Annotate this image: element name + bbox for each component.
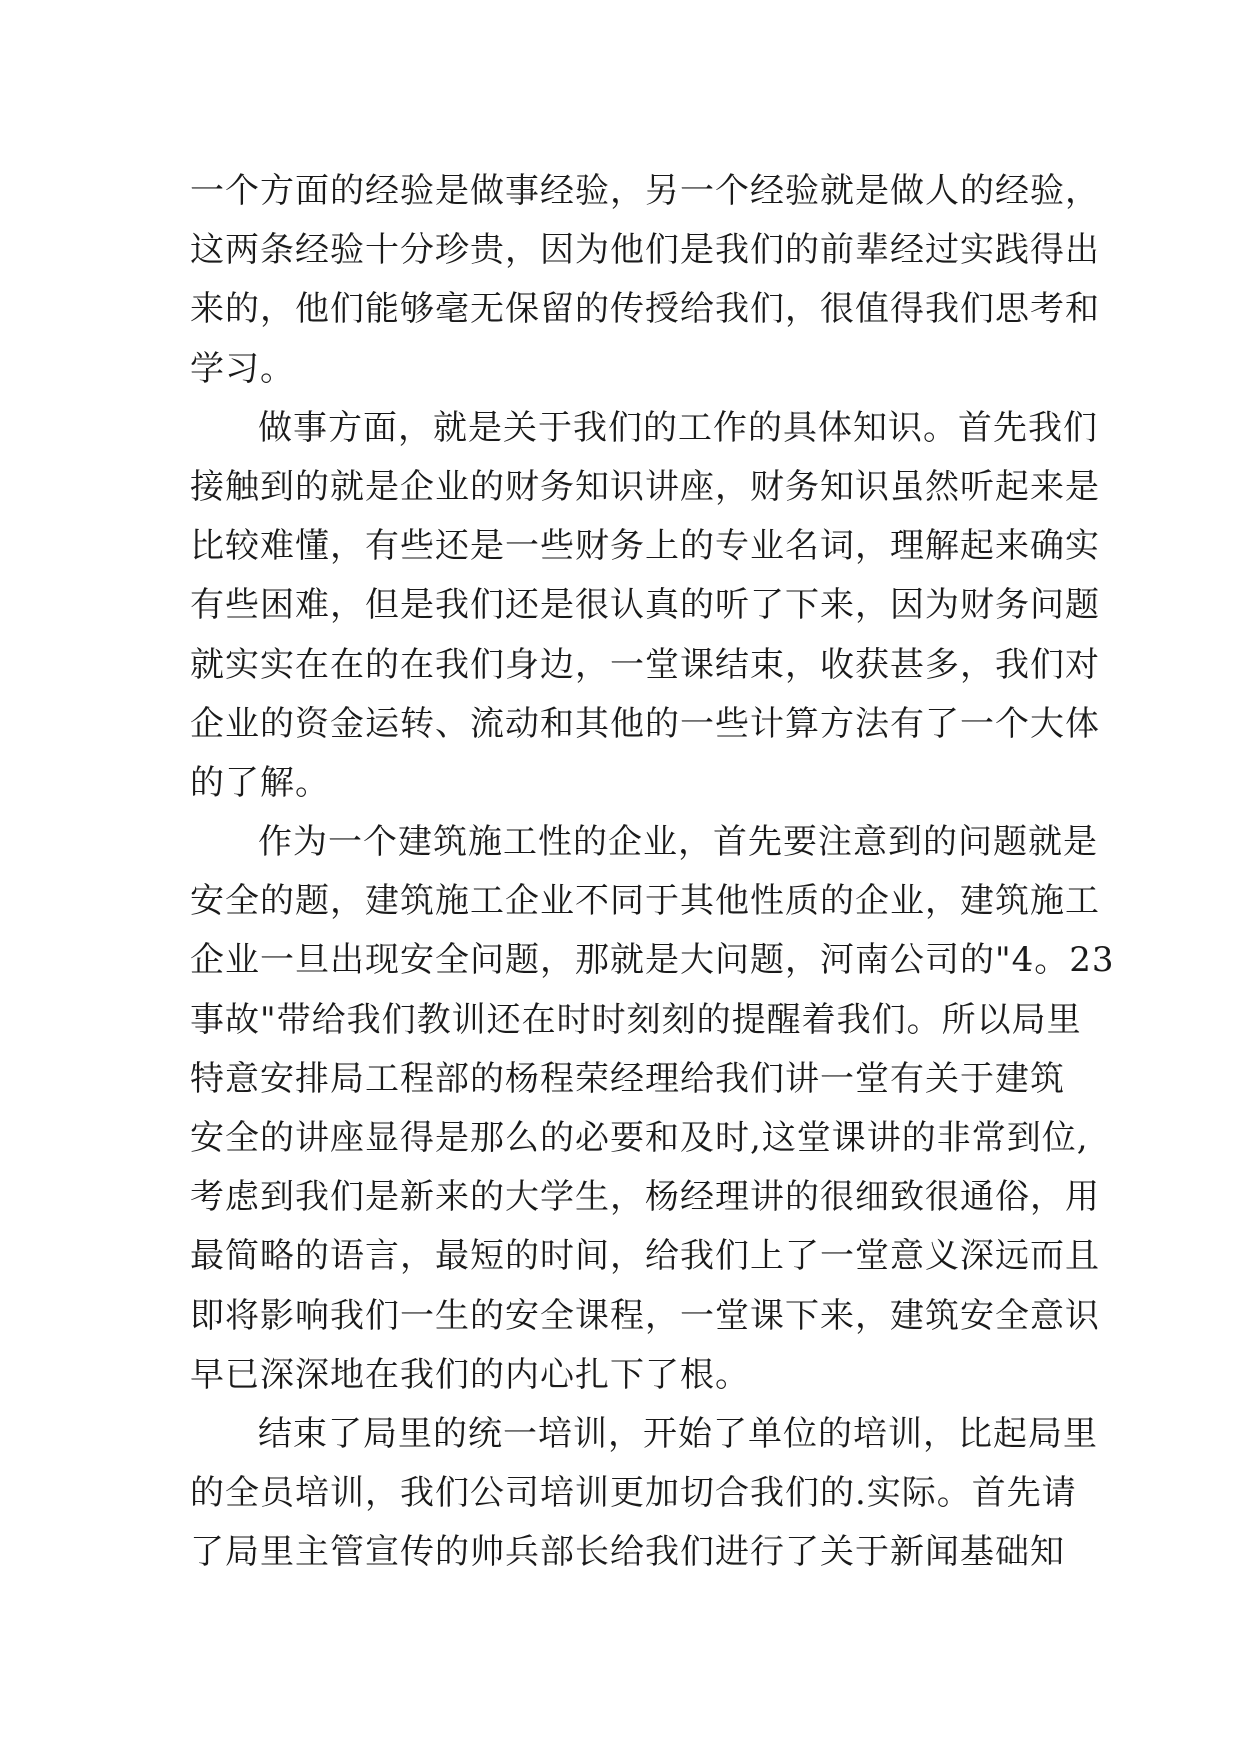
text-line: 安全的讲座显得是那么的必要和及时,这堂课讲的非常到位, [190,1118,1089,1158]
text-line: 的了解。 [190,762,330,803]
text-line: 早已深深地在我们的内心扎下了根。 [190,1354,750,1395]
text-line: 学习。 [190,348,295,389]
text-line: 企业的资金运转、流动和其他的一些计算方法有了一个大体 [190,703,1100,744]
text-line: 特意安排局工程部的杨程荣经理给我们讲一堂有关于建筑 [190,1058,1065,1099]
text-line: 考虑到我们是新来的大学生，杨经理讲的很细致很通俗，用 [190,1177,1100,1218]
text-line: 了局里主管宣传的帅兵部长给我们进行了关于新闻基础知 [190,1532,1065,1573]
text-line: 有些困难，但是我们还是很认真的听了下来，因为财务问题 [190,585,1100,626]
text-line: 来的，他们能够毫无保留的传授给我们，很值得我们思考和 [190,289,1100,330]
text-line: 比较难懂，有些还是一些财务上的专业名词，理解起来确实 [190,526,1100,567]
text-line: 即将影响我们一生的安全课程，一堂课下来，建筑安全意识 [190,1295,1100,1336]
paragraph-first-line: 结束了局里的统一培训，开始了单位的培训，比起局里 [258,1413,1098,1454]
body-text [190,162,1115,1583]
text-line: 就实实在在的在我们身边，一堂课结束，收获甚多，我们对 [190,644,1100,685]
text-line: 一个方面的经验是做事经验，另一个经验就是做人的经验， [190,171,1100,211]
text-line: 的全员培训，我们公司培训更加切合我们的.实际。首先请 [190,1473,1077,1514]
text-line: 事故"带给我们教训还在时时刻刻的提醒着我们。所以局里 [190,999,1082,1040]
text-line: 企业一旦出现安全问题，那就是大问题，河南公司的"4。23 [190,940,1115,981]
text-line: 安全的题，建筑施工企业不同于其他性质的企业，建筑施工 [190,881,1100,922]
text-line: 接触到的就是企业的财务知识讲座，财务知识虽然听起来是 [190,466,1100,507]
text-line: 最简略的语言，最短的时间，给我们上了一堂意义深远而且 [190,1236,1100,1277]
paragraph-first-line: 作为一个建筑施工性的企业，首先要注意到的问题就是 [258,822,1098,863]
text-line: 这两条经验十分珍贵，因为他们是我们的前辈经过实践得出 [190,230,1100,271]
paragraph-first-line: 做事方面，就是关于我们的工作的具体知识。首先我们 [258,407,1098,448]
